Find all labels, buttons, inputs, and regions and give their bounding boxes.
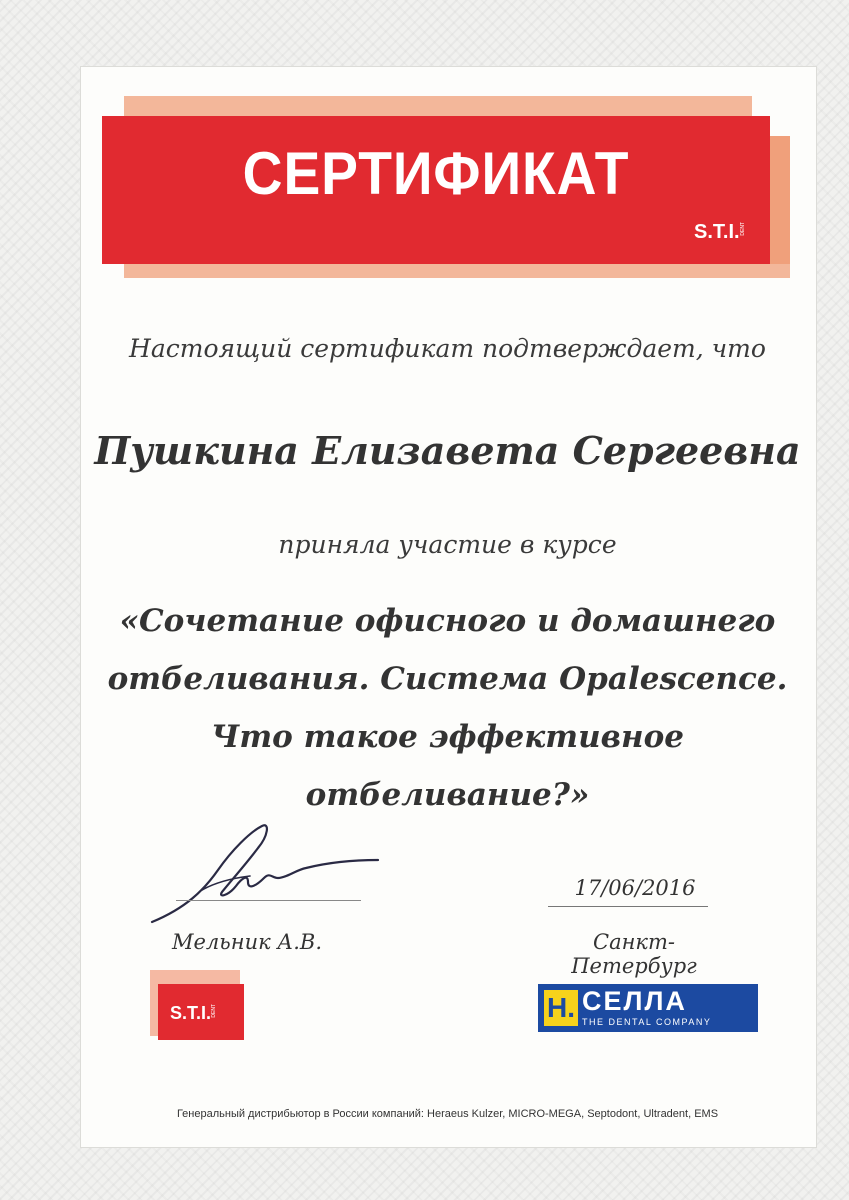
banner-sti-logo <box>694 222 746 242</box>
recipient-name: Пушкина Елизавета Сергеевна <box>94 428 801 473</box>
certificate-date: 17/06/2016 <box>574 876 696 900</box>
hsella-letter: Н. <box>544 990 578 1026</box>
hsella-name: СЕЛЛА <box>582 986 687 1016</box>
banner-sti-logo-text: S.T.I. <box>694 221 740 243</box>
signature-image <box>146 812 396 932</box>
title-banner <box>102 116 770 264</box>
sti-logo <box>158 984 244 1040</box>
date-line <box>548 906 708 907</box>
certificate-city: Санкт-Петербург <box>571 930 697 978</box>
hsella-tagline: THE DENTAL COMPANY <box>582 1017 712 1027</box>
distributor-footer: Генеральный дистрибьютор в России компаний: Heraeus Kulzer, MICRO-MEGA, Septodont, Ultradent, EMS <box>176 1108 719 1120</box>
signature-line <box>176 900 361 901</box>
sti-logo-text: S.T.I. <box>170 1003 212 1023</box>
hsella-logo <box>538 984 758 1032</box>
course-line-1: «Сочетание офисного и домашнего <box>119 603 776 639</box>
sti-logo-small: DENT <box>211 1004 218 1018</box>
banner-shadow-top <box>124 96 752 118</box>
signer-name: Мельник А.В. <box>172 930 322 954</box>
course-title <box>80 592 815 824</box>
banner-sti-logo-small: DENT <box>739 222 746 236</box>
sti-logo-text-wrap <box>170 1004 217 1023</box>
course-line-3: Что такое эффективное отбеливание?» <box>211 719 684 813</box>
participation-text: приняла участие в курсе <box>278 530 617 559</box>
intro-text: Настоящий сертификат подтверждает, что <box>129 334 766 363</box>
certificate-title: СЕРТИФИКАТ <box>242 140 630 207</box>
banner-shadow-bottom <box>124 264 790 278</box>
banner-shadow-right <box>770 136 790 276</box>
course-line-2: отбеливания. Система Opalescence. <box>107 661 788 697</box>
